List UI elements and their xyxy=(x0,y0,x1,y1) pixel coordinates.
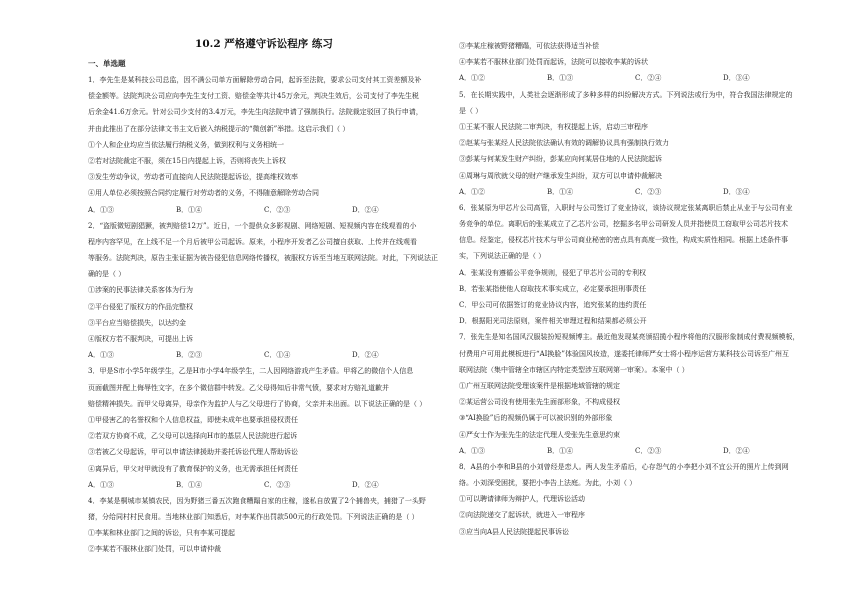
question-text-line: 程序内容罕见，在上线不足一个月后被甲公司起诉。原来，小程序开发者乙公司擅自获取、上传并在线观看 xyxy=(88,237,417,246)
question-text-line: ③发生劳动争议，劳动者可直接向人民法院提起诉讼，提高维权效率 xyxy=(88,173,298,182)
question-text-line: 并由此推出了在部分法律文书主文后嵌入纳税提示的“微创新”举措。这启示我们（ ） xyxy=(88,124,350,133)
question-text-line: 猪，分给同村村民食用。当地林业部门知悉后，对李某作出罚款500元的行政处罚。下列说法正确的是（ ） xyxy=(88,513,419,522)
question-text-line: ①个人和企业均应当依法履行纳税义务，做到权利与义务相统一 xyxy=(88,140,284,149)
question-text-line: B．若张某指使他人窃取技术事实成立，必定要承担刑事责任 xyxy=(459,284,647,293)
question-text-line: 务竞争的单位。离职后的张某成立了乙芯片公司，挖掘多名甲公司研发人员并指使员工窃取甲公司芯片技术 xyxy=(459,220,788,229)
question-text-line: 5．在长期实践中，人类社会逐渐形成了多种多样的纠纷解决方式。下列说法或行为中，符合我国法律规定的 xyxy=(459,90,793,99)
answer-option: D．③④ xyxy=(723,74,750,83)
question-text-line: ①李某和林业部门之间的诉讼，只有李某可提起 xyxy=(88,529,235,538)
question-text-line: ②赵某与张某经人民法院依法确认有效的调解协议具有强制执行效力 xyxy=(459,139,669,148)
answer-option: B．①③ xyxy=(547,74,574,83)
question-text-line: ②若双方协商不成，乙父母可以选择向H市的基层人民法院进行起诉 xyxy=(88,432,298,441)
question-text-line: ④用人单位必须按照合同约定履行对劳动者的义务，不得随意解除劳动合同 xyxy=(88,189,319,198)
answer-options xyxy=(459,184,811,200)
left-column xyxy=(88,0,440,558)
question-text-line: ④版权方若不服判决，可提出上诉 xyxy=(88,335,193,343)
answer-options xyxy=(88,202,440,218)
answer-option: B．①④ xyxy=(176,205,203,214)
answer-option: A．①② xyxy=(459,187,486,196)
question-text-line: 3．甲是S市小学5年级学生，乙是H市小学4年级学生，二人因网络游戏产生矛盾。甲将乙的微信个人信息 xyxy=(88,367,414,376)
answer-option: C．②③ xyxy=(635,446,662,455)
answer-options xyxy=(459,443,811,459)
question-text-line: A．张某没有遵循公平竞争规则，侵犯了甲芯片公司的专利权 xyxy=(459,268,647,277)
right-column xyxy=(459,38,811,540)
question-text-line: 信息。经鉴定，侵权芯片技术与甲公司商业秘密的密点具有高度一致性，构成实质性相同。根据上述条件事 xyxy=(459,236,788,245)
question-text-line: ③应当向A县人民法院提起民事诉讼 xyxy=(459,527,570,536)
answer-option: D．②④ xyxy=(352,351,379,360)
question-text-line: C．甲公司可依据签订的竞业协议内容，追究张某的违约责任 xyxy=(459,301,647,309)
question-text-line: ④严女士作为张先生的法定代理人受张先生意思约束 xyxy=(459,430,620,439)
page-title: 10.2 严格遵守诉讼程序 练习 xyxy=(195,38,333,50)
question-text-line: ②向法院递交了起诉状，就进入一审程序 xyxy=(459,511,585,520)
question-text-line: ①王某不服人民法院二审判决，有权提起上诉，启动三审程序 xyxy=(459,122,648,131)
answer-option: A．①③ xyxy=(88,351,115,360)
answer-option: B．②③ xyxy=(176,351,203,360)
answer-option: C．②③ xyxy=(264,205,291,214)
answer-option: B．①④ xyxy=(547,187,574,196)
question-text-line: ①广州互联网法院受理该案件是根据地域管辖的规定 xyxy=(459,381,620,390)
question-text-line: 1．李先生是某科技公司总监，因不满公司单方面解除劳动合同，起诉至法院，要求公司支付其工资差额及补 xyxy=(88,76,422,84)
question-text-line: ③若被乙父母起诉，甲可以申请法律援助并委托诉讼代理人帮助诉讼 xyxy=(88,448,298,457)
question-text-line: ③“AI换脸”后的视频仍属于可以被识别的外部形象 xyxy=(459,414,613,423)
question-text-line: 是（ ） xyxy=(459,106,483,115)
question-text-line: 偿金额等。法院判决公司应向李先生支付工资、赔偿金等共计45万余元，判决生效后，公司支付了李先生税 xyxy=(88,92,419,101)
answer-option: D．②④ xyxy=(352,480,379,489)
question-text-line: 7．张先生是知名国风汉服装扮短视频博主。最近他发现某亮颁招揽小程序将他的汉服形象制成付费视频模板， xyxy=(459,333,800,342)
question-text-line: 4．李某是桐城市某镇农民，因为野猪三番五次跑食糟蹋自家的庄稼，遂私自放置了2个捕兽夹，捕猎了一头野 xyxy=(88,496,426,505)
question-text-line: ③平台应当赔偿损失，以达约金 xyxy=(88,318,186,327)
answer-options xyxy=(88,347,440,363)
question-text-line: 络。小刘深受困扰，要把小李告上法庭。为此，小刘（ ） xyxy=(459,479,637,488)
question-text-line: ④离异后，甲父对甲就没有了教育保护的义务，也无需承担任何责任 xyxy=(88,464,298,473)
question-text-line: 实，下列说法正确的是（ ） xyxy=(459,252,546,261)
answer-option: A．①③ xyxy=(88,480,115,489)
question-text-line: ②平台侵犯了版权方的作品完整权 xyxy=(88,302,193,311)
question-text-line: 等服务。法院判决，原告主张证据为被告侵犯信息网络传播权，被服权方诉至当地互联网法院。对此，下列说法正 xyxy=(88,254,438,263)
answer-options xyxy=(88,477,440,493)
question-text-line: 确的是（ ） xyxy=(88,270,126,279)
section-heading: 一、单选题 xyxy=(88,58,126,68)
question-text-line: 付费用户可用此模板进行“AI换脸”体验国风妆造，遂委托律师严女士将小程序运营方某科技公司诉至广州互 xyxy=(459,349,789,358)
question-text-line: D．根据阳光司法原则，案件相关审理过程和结果都必须公开 xyxy=(459,317,647,326)
answer-option: D．③④ xyxy=(723,187,750,196)
question-text-line: 2．“盗版微短剧猖獗，被判赔偿12万”。近日，一个提供众多影视剧、网络短剧、短视频内容在线观看的小 xyxy=(88,221,417,230)
question-text-line: ②某运营公司没有使用张先生面部形象，不构成侵权 xyxy=(459,398,620,407)
question-text-line: 页面截图并配上侮辱性文字，在多个微信群中转发。乙父母得知后非常气愤，要求对方赔礼道歉并 xyxy=(88,383,389,392)
answer-option: D．②④ xyxy=(352,205,379,214)
answer-option: B．①④ xyxy=(547,446,574,455)
question-text-line: ①甲侵害乙的名誉权和个人信息权益，即使未成年也要承担侵权责任 xyxy=(88,415,298,424)
answer-option: B．①④ xyxy=(176,480,203,489)
question-text-line: ②若对法院裁定不服，须在15日内提起上诉，否则将丧失上诉权 xyxy=(88,156,286,165)
question-text-line: ③李某庄稼被野猪糟蹋，可依法获得适当补偿 xyxy=(459,42,599,50)
answer-option: C．②④ xyxy=(635,74,662,83)
question-text-line: ①涉案的民事法律关系客体为行为 xyxy=(88,286,193,295)
answer-option: D．②④ xyxy=(723,446,750,455)
answer-option: C．①④ xyxy=(264,351,291,360)
question-text-line: ③彭某与何某发生财产纠纷，彭某应向何某居住地的人民法院起诉 xyxy=(459,155,662,164)
answer-option: C．②③ xyxy=(264,480,291,489)
question-text-line: ④李某若不服林业部门处罚而起诉，法院可以接收李某的诉状 xyxy=(459,58,648,67)
question-text-line: 赔偿精神损失。而甲父母离异，母亲作为监护人与乙父母进行了协商，父亲并未出面。以下说法正确的是（ ） xyxy=(88,399,427,408)
question-text-line: 联网法院（集中管辖全市辖区内特定类型涉互联网第一审案）。本案中（ ） xyxy=(459,365,689,374)
answer-option: A．①② xyxy=(459,74,486,83)
question-text-line: ②李某若不服林业部门处罚，可以申请仲裁 xyxy=(88,545,221,554)
answer-option: C．②③ xyxy=(635,187,662,196)
question-text-line: 8．A县的小李和B县的小刘曾经是恋人。两人发生矛盾后，心存怨气的小李把小刘不宜公开的照片上传到网 xyxy=(459,462,789,471)
question-text-line: ①可以聘请律师为辩护人，代理诉讼活动 xyxy=(459,495,585,504)
answer-options xyxy=(459,70,811,86)
question-text-line: 后余金41.6万余元。针对公司少支付的3.4万元，李先生向法院申请了强制执行。法院裁定驳回了执行申请， xyxy=(88,108,423,117)
answer-option: A．①③ xyxy=(88,205,115,214)
question-text-line: 6．张某原为甲芯片公司高管，入职时与公司签订了竞业协议，该协议规定张某离职后禁止从业于与公司有业 xyxy=(459,203,793,212)
answer-option: A．①③ xyxy=(459,446,486,455)
question-text-line: ④周琳与周欣就父母的财产继承发生纠纷，双方可以申请仲裁解决 xyxy=(459,171,662,180)
